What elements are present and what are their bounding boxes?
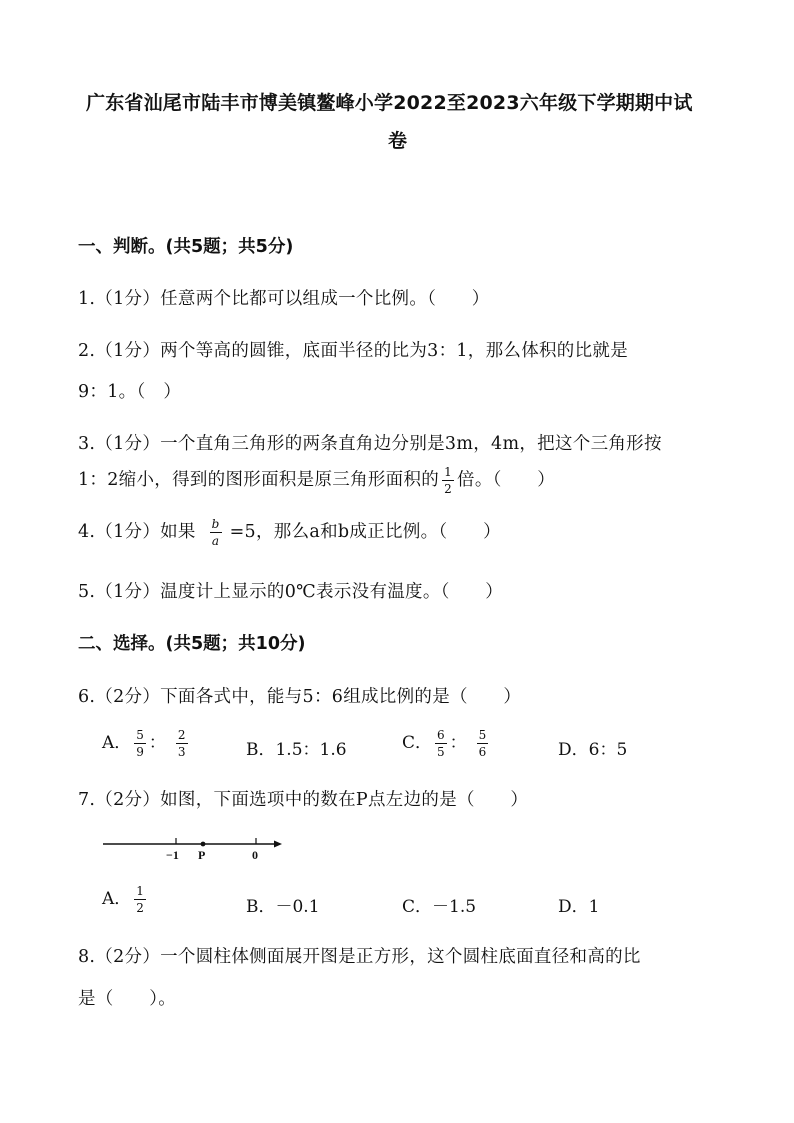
fraction-numerator: 5 [136, 728, 144, 742]
fraction-denominator: 5 [437, 745, 445, 759]
fraction-denominator: 3 [177, 745, 186, 759]
question-8-line1: 8.（2分）一个圆柱体侧面展开图是正方形，这个圆柱底面直径和高的比 [78, 947, 641, 967]
fraction [176, 729, 188, 758]
option-label: A． [102, 889, 132, 909]
question-2-line1: 2.（1分）两个等高的圆锥，底面半径的比为3：1，那么体积的比就是 [78, 341, 628, 361]
fraction-numerator: 5 [478, 728, 487, 742]
label-neg1: −1 [166, 848, 179, 862]
fraction-numerator: 6 [437, 728, 445, 742]
option-7a [102, 884, 149, 914]
fraction-one-half [442, 466, 454, 495]
number-line-figure [100, 832, 290, 866]
question-2-line2: 9：1。（ ） [78, 382, 182, 402]
fraction [477, 729, 489, 758]
ratio-colon: ： [449, 733, 467, 753]
question-3-line1: 3.（1分）一个直角三角形的两条直角边分别是3m，4m，把这个三角形按 [78, 434, 662, 454]
label-0: 0 [252, 848, 258, 862]
option-6d: D．6：5 [558, 740, 628, 760]
option-6c [402, 728, 491, 758]
page-title-line1: 广东省汕尾市陆丰市博美镇鳌峰小学2022至2023六年级下学期期中试 [86, 92, 693, 114]
option-6a [102, 728, 191, 758]
option-label: A． [102, 733, 132, 753]
question-3-text-a: 1：2缩小，得到的图形面积是原三角形面积的 [78, 470, 440, 490]
question-3-line2 [78, 466, 555, 495]
arrow-right-icon [274, 841, 282, 848]
question-4 [78, 518, 501, 547]
option-6b: B．1.5：1.6 [246, 740, 347, 760]
question-5: 5.（1分）温度计上显示的0℃表示没有温度。（ ） [78, 582, 504, 602]
fraction-numerator: 2 [177, 728, 186, 742]
option-7b: B．－0.1 [246, 897, 320, 917]
fraction-numerator: 1 [136, 884, 144, 898]
question-4-text-b: =5，那么a和b成正比例。（ ） [229, 522, 501, 542]
fraction [435, 729, 447, 758]
fraction [134, 885, 146, 914]
fraction-denominator: 9 [136, 745, 144, 759]
section1-heading: 一、判断。(共5题；共5分) [78, 237, 294, 257]
ratio-colon: ： [148, 733, 166, 753]
fraction-numerator: b [211, 517, 220, 531]
fraction-denominator: 2 [136, 901, 144, 915]
fraction-denominator: a [211, 534, 220, 548]
question-1: 1.（1分）任意两个比都可以组成一个比例。（ ） [78, 289, 490, 309]
label-p: P [198, 848, 206, 862]
option-7d: D．1 [558, 897, 600, 917]
question-3-text-b: 倍。（ ） [457, 470, 556, 490]
fraction [134, 729, 146, 758]
question-6: 6.（2分）下面各式中，能与5：6组成比例的是（ ） [78, 687, 522, 707]
number-line [100, 832, 290, 866]
option-label: C． [402, 733, 433, 753]
fraction-b-over-a [210, 518, 222, 547]
point-p [201, 842, 206, 847]
question-7: 7.（2分）如图，下面选项中的数在P点左边的是（ ） [78, 790, 529, 810]
fraction-numerator: 1 [444, 465, 453, 479]
section2-heading: 二、选择。(共5题；共10分) [78, 634, 306, 654]
question-4-text-a: 4.（1分）如果 [78, 522, 196, 542]
fraction-denominator: 6 [478, 745, 487, 759]
question-8-line2: 是（ ）。 [78, 989, 177, 1009]
fraction-denominator: 2 [444, 482, 453, 496]
option-7c: C．－1.5 [402, 897, 477, 917]
page-title-line2: 卷 [388, 130, 408, 152]
